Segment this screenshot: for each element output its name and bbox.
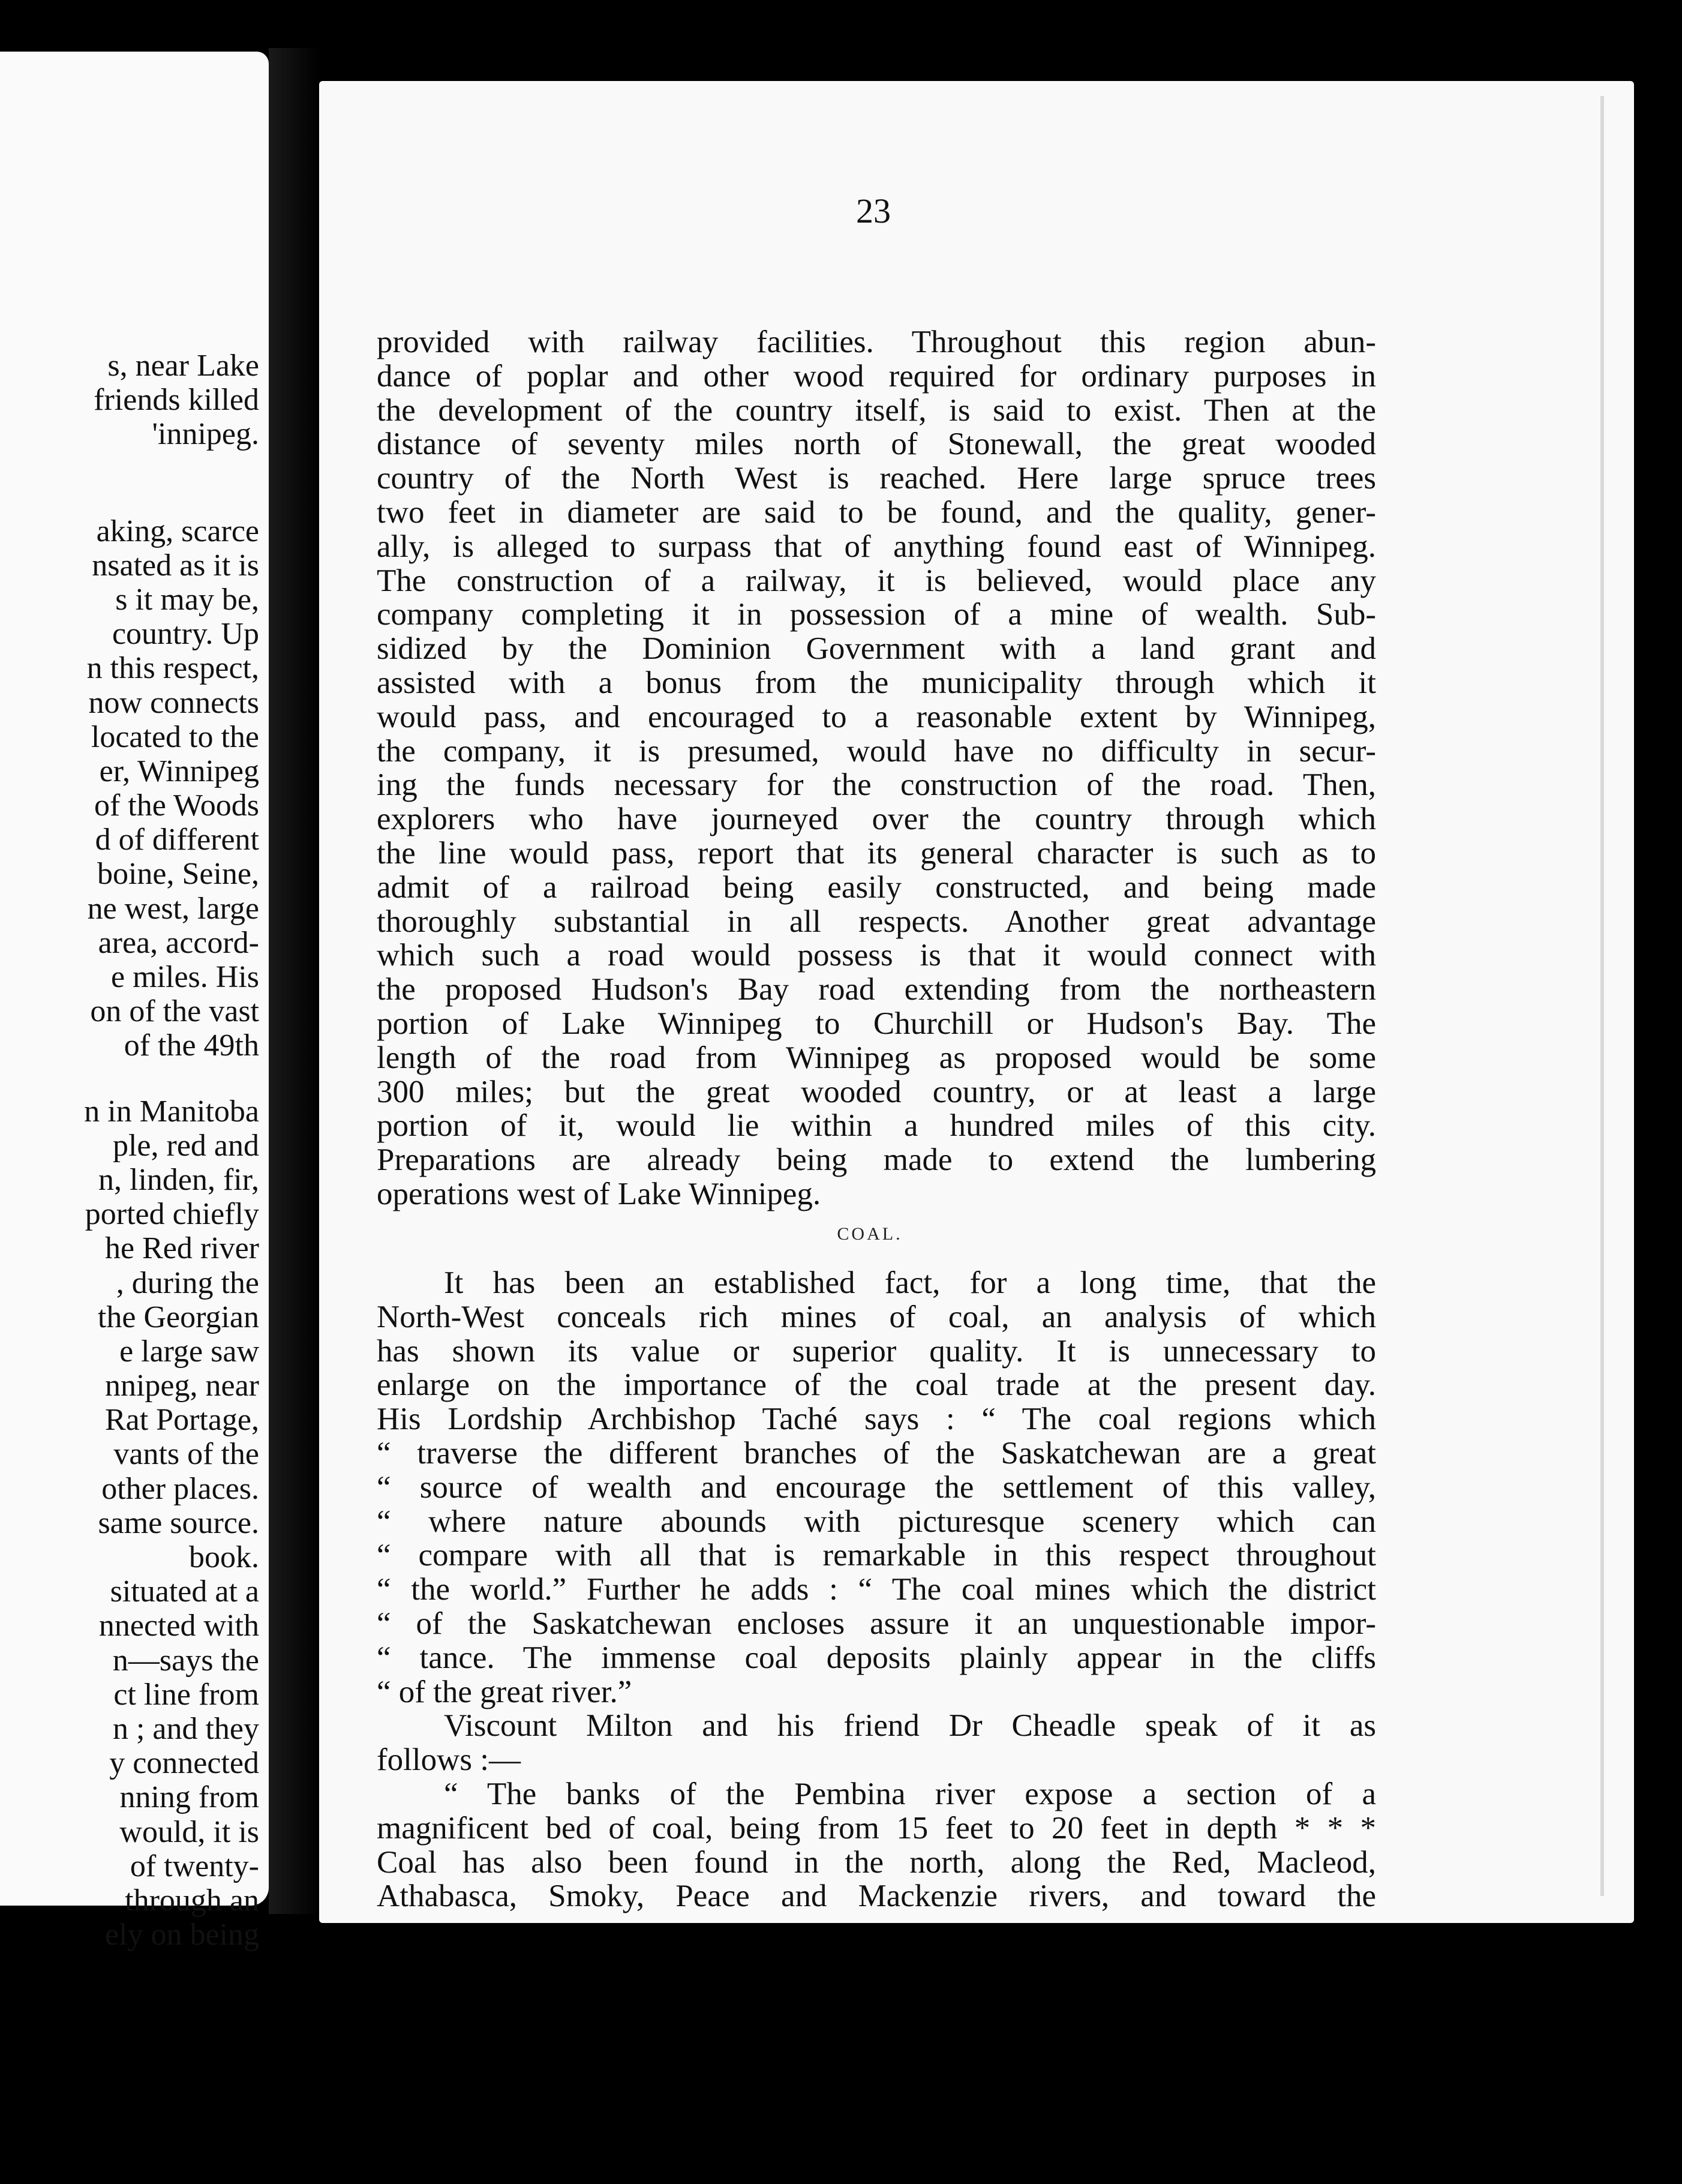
text-line: e large saw <box>119 1334 259 1369</box>
text-line: “ source of wealth and encourage the settlement of this valley, <box>377 1469 1376 1505</box>
text-line: sidized by the Dominion Government with a land grant and <box>377 631 1376 667</box>
text-line: two feet in diameter are said to be found, and the quality, gener- <box>377 494 1376 530</box>
text-line: friends killed <box>94 383 259 418</box>
text-line: ally, is alleged to surpass that of anything found east of Winnipeg. <box>377 529 1376 564</box>
text-line: nnected with <box>98 1609 259 1643</box>
text-line: portion of Lake Winnipeg to Churchill or Hudson's Bay. The <box>377 1006 1376 1041</box>
text-line: aking, scarce <box>96 514 259 548</box>
text-line: It has been an established fact, for a long time, that the <box>444 1265 1376 1300</box>
text-line: s, near Lake <box>107 349 259 383</box>
text-line: n this respect, <box>86 651 259 686</box>
text-line: dance of poplar and other wood required for ordinary purposes in <box>377 358 1376 394</box>
text-line: same source. <box>98 1505 259 1540</box>
text-line: n ; and they <box>112 1711 259 1746</box>
text-line: the proposed Hudson's Bay road extending from the northeastern <box>377 972 1376 1007</box>
text-line: ing the funds necessary for the construction of the road. Then, <box>377 767 1376 803</box>
text-line: “ compare with all that is remarkable in this respect throughout <box>377 1538 1376 1573</box>
text-line: ne west, large <box>87 891 259 926</box>
text-line: Viscount Milton and his friend Dr Cheadle speak of it as <box>444 1708 1376 1744</box>
text-line: ct line from <box>113 1677 259 1712</box>
text-line: provided with railway facilities. Throughout this region abun- <box>377 325 1376 359</box>
text-line: ported chiefly <box>85 1197 259 1232</box>
text-line: ple, red and <box>112 1128 259 1163</box>
text-line: explorers who have journeyed over the country through which <box>377 802 1376 837</box>
text-line: of the Woods <box>94 788 259 823</box>
text-line: n, linden, fir, <box>98 1162 259 1197</box>
text-line: thoroughly substantial in all respects. Another great advantage <box>377 904 1376 939</box>
text-line: on of the vast <box>90 994 259 1029</box>
text-line: company completing it in possession of a mine of wealth. Sub- <box>377 597 1376 632</box>
text-line: Athabasca, Smoky, Peace and Mackenzie rivers, and toward the <box>377 1879 1376 1914</box>
text-line: assisted with a bonus from the municipality through which it <box>377 665 1376 700</box>
paragraph-gap <box>0 1063 259 1094</box>
paragraph-gap <box>0 452 259 483</box>
text-line: nning from <box>119 1780 259 1815</box>
page-edge <box>1600 96 1604 1896</box>
text-line: n—says the <box>112 1643 259 1678</box>
text-line: “ of the Saskatchewan encloses assure it an unquestionable impor- <box>377 1606 1376 1641</box>
main-paragraph <box>377 325 1376 1211</box>
page-number: 23 <box>856 191 891 230</box>
text-line: y connected <box>109 1746 259 1781</box>
text-line: he Red river <box>104 1231 259 1266</box>
text-line: follows :— <box>377 1742 521 1778</box>
text-line: enlarge on the importance of the coal trade at the present day. <box>377 1367 1376 1403</box>
text-line: 300 miles; but the great wooded country, or at least a large <box>377 1074 1376 1109</box>
text-line: The construction of a railway, it is believed, would place any <box>377 563 1376 598</box>
paragraph-gap <box>0 483 259 514</box>
text-line: “ of the great river.” <box>377 1674 632 1709</box>
text-line: North-West conceals rich mines of coal, an analysis of which <box>377 1299 1376 1334</box>
text-line: would pass, and encouraged to a reasonable extent by Winnipeg, <box>377 699 1376 734</box>
text-line: magnificent bed of coal, being from 15 feet to 20 feet in depth * * * <box>377 1810 1376 1846</box>
text-line: portion of it, would lie within a hundred miles of this city. <box>377 1108 1376 1144</box>
text-line: Rat Portage, <box>104 1403 259 1438</box>
text-line: area, accord- <box>98 925 259 960</box>
coal-section <box>377 1266 1376 1913</box>
text-line: the development of the country itself, is said to exist. Then at the <box>377 392 1376 428</box>
text-line: which such a road would possess is that it would connect with <box>377 938 1376 973</box>
book-gutter <box>269 48 319 1914</box>
text-line: length of the road from Winnipeg as proposed would be some <box>377 1040 1376 1075</box>
text-line: “ where nature abounds with picturesque scenery which can <box>377 1504 1376 1539</box>
text-line: of the 49th <box>124 1028 259 1063</box>
text-line: through an <box>125 1883 259 1918</box>
text-line: has shown its value or superior quality. It is unnecessary to <box>377 1333 1376 1369</box>
text-line: ely on being <box>104 1918 259 1952</box>
text-line: “ traverse the different branches of the Saskatchewan are a great <box>377 1435 1376 1471</box>
text-line: er, Winnipeg <box>99 754 259 788</box>
text-line: 'innipeg. <box>152 417 259 452</box>
text-line: e miles. His <box>111 960 259 994</box>
text-line: country of the North West is reached. Here large spruce trees <box>377 461 1376 496</box>
text-line: operations west of Lake Winnipeg. <box>377 1176 821 1211</box>
text-line: would, it is <box>119 1814 259 1849</box>
text-line: nnipeg, near <box>104 1369 259 1403</box>
text-line: admit of a railroad being easily constructed, and being made <box>377 869 1376 905</box>
text-line: of twenty- <box>130 1849 259 1883</box>
text-line: n in Manitoba <box>84 1094 259 1129</box>
text-line: nsated as it is <box>92 548 259 583</box>
text-line: situated at a <box>110 1574 259 1609</box>
text-line: other places. <box>101 1471 259 1506</box>
left-page <box>0 52 269 1952</box>
section-heading: COAL. <box>837 1224 903 1244</box>
text-line: country. Up <box>112 617 259 652</box>
text-line: Preparations are already being made to extend the lumbering <box>377 1142 1376 1178</box>
text-line: book. <box>189 1540 259 1574</box>
text-line: vants of the <box>113 1437 259 1472</box>
text-line: the line would pass, report that its general character is such as to <box>377 835 1376 871</box>
text-line: distance of seventy miles north of Stonewall, the great wooded <box>377 427 1376 462</box>
text-line: Coal has also been found in the north, along the Red, Macleod, <box>377 1844 1376 1880</box>
text-line: , during the <box>116 1265 259 1300</box>
text-line: now connects <box>88 685 259 720</box>
text-line: the Georgian <box>97 1300 259 1334</box>
text-line: “ the world.” Further he adds : “ The coal mines which the district <box>377 1572 1376 1607</box>
text-line: “ The banks of the Pembina river expose a section of a <box>444 1776 1376 1811</box>
text-line: “ tance. The immense coal deposits plainly appear in the cliffs <box>377 1640 1376 1675</box>
text-line: His Lordship Archbishop Taché says : “ The coal regions which <box>377 1402 1376 1437</box>
text-line: d of different <box>95 823 259 857</box>
text-line: s it may be, <box>115 582 259 617</box>
text-line: boine, Seine, <box>97 857 259 892</box>
text-line: the company, it is presumed, would have no difficulty in secur- <box>377 733 1376 769</box>
left-page-text <box>0 349 259 1952</box>
text-line: located to the <box>91 719 259 754</box>
